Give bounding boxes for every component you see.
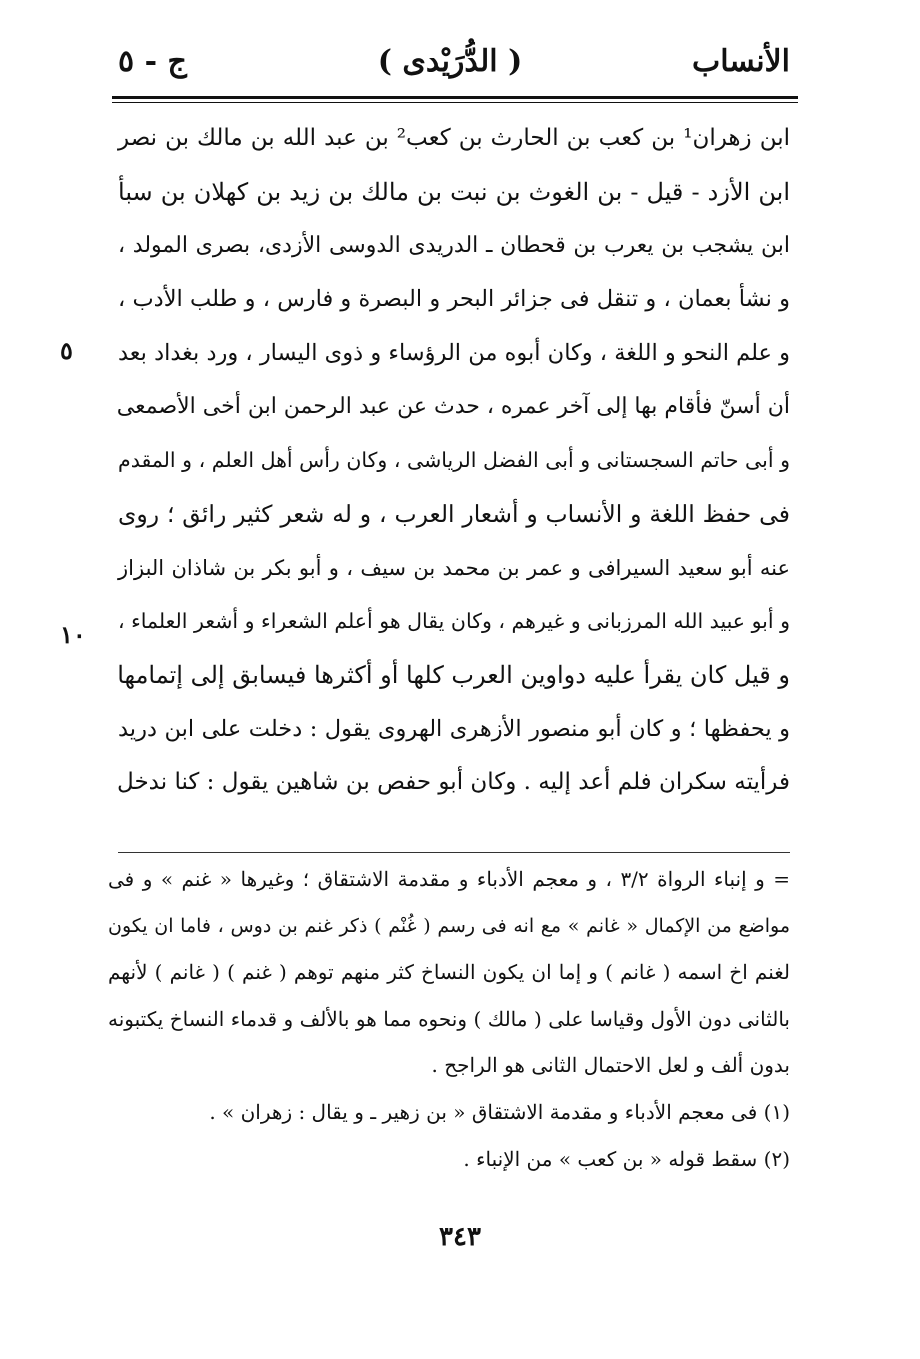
text-line: و يحفظها ؛ و كان أبو منصور الأزهرى الهروى يقول : دخلت على ابن دريد <box>118 715 790 742</box>
footnote-2: (٢) سقط قوله « بن كعب » من الإنباء . <box>463 1146 790 1171</box>
footnote-line: بالثانى دون الأول وقياسا على ( مالك ) ونحوه مما هو بالألف و قدماء النساخ يكتبونه <box>108 1006 790 1031</box>
header-volume: ج - ٥ <box>118 44 187 79</box>
header-rule-thin <box>112 102 798 103</box>
footnote-line: لغنم اخ اسمه ( غانم ) و إما ان يكون النساخ كثر منهم توهم ( غنم ) ( غانم ) لأنهم <box>108 960 790 985</box>
running-header <box>110 44 790 94</box>
footnote-line: بدون ألف و لعل الاحتمال الثانى هو الراجح . <box>431 1053 790 1078</box>
text-line: فى حفظ اللغة و الأنساب و أشعار العرب ، و له شعر كثير رائق ؛ روى <box>118 499 790 528</box>
footnote-line: مواضع من الإكمال « غانم » مع انه فى رسم ( غُنْم ) ذكر غنم بن دوس ، فاما ان يكون <box>108 914 790 937</box>
text-line: و أبو عبيد الله المرزبانى و غيرهم ، وكان يقال هو أعلم الشعراء و أشعر العلماء ، <box>118 609 790 634</box>
text-line: عنه أبو سعيد السيرافى و عمر بن محمد بن سيف ، و أبو بكر بن شاذان البزاز <box>118 555 790 580</box>
page-number: ٣٤٣ <box>439 1222 481 1252</box>
footnotes <box>108 856 790 1182</box>
text-line: و علم النحو و اللغة ، وكان أبوه من الرؤساء و ذوى اليسار ، ورد بغداد بعد <box>118 339 790 366</box>
text-line: أن أسنّ فأقام بها إلى آخر عمره ، حدث عن عبد الرحمن ابن أخى الأصمعى <box>116 394 790 420</box>
footnote-line: = و إنباء الرواة ٣/٢ ، و معجم الأدباء و مقدمة الاشتقاق ؛ وغيرها « غنم » و فى <box>108 867 790 891</box>
text-line: ابن الأزد - قيل - بن الغوث بن نبت بن مالك بن زيد بن كهلان بن سبأ <box>118 177 790 206</box>
line-number-10: ١٠ <box>60 620 86 649</box>
line-number-5: ٥ <box>60 336 73 365</box>
text-line: ابن زهران¹ بن كعب بن الحارث بن كعب² بن عبد الله بن مالك بن نصر <box>118 125 790 151</box>
header-nisba-title: ( الدُّرَيْدى ) <box>377 44 523 79</box>
text-line: و نشأ بعمان ، و تنقل فى جزائر البحر و البصرة و فارس ، و طلب الأدب ، <box>118 286 790 313</box>
main-text <box>118 112 790 810</box>
text-line: ابن يشجب بن يعرب بن قحطان ـ الدريدى الدوسى الأزدى، بصرى المولد ، <box>118 233 790 259</box>
text-line: فرأيته سكران فلم أعد إليه . وكان أبو حفص بن شاهين يقول : كنا ندخل <box>117 769 790 796</box>
footnote-separator <box>118 852 790 853</box>
header-rule-thick <box>112 96 798 99</box>
text-line: و أبى حاتم السجستانى و أبى الفضل الرياشى ، وكان رأس أهل العلم ، و المقدم <box>118 448 790 473</box>
header-book-title: الأنساب <box>692 44 790 79</box>
text-line: و قيل كان يقرأ عليه دواوين العرب كلها أو أكثرها فيسابق إلى إتمامها <box>117 660 790 689</box>
footnote-1: (١) فى معجم الأدباء و مقدمة الاشتقاق « بن زهير ـ و يقال : زهران » . <box>209 1099 790 1124</box>
